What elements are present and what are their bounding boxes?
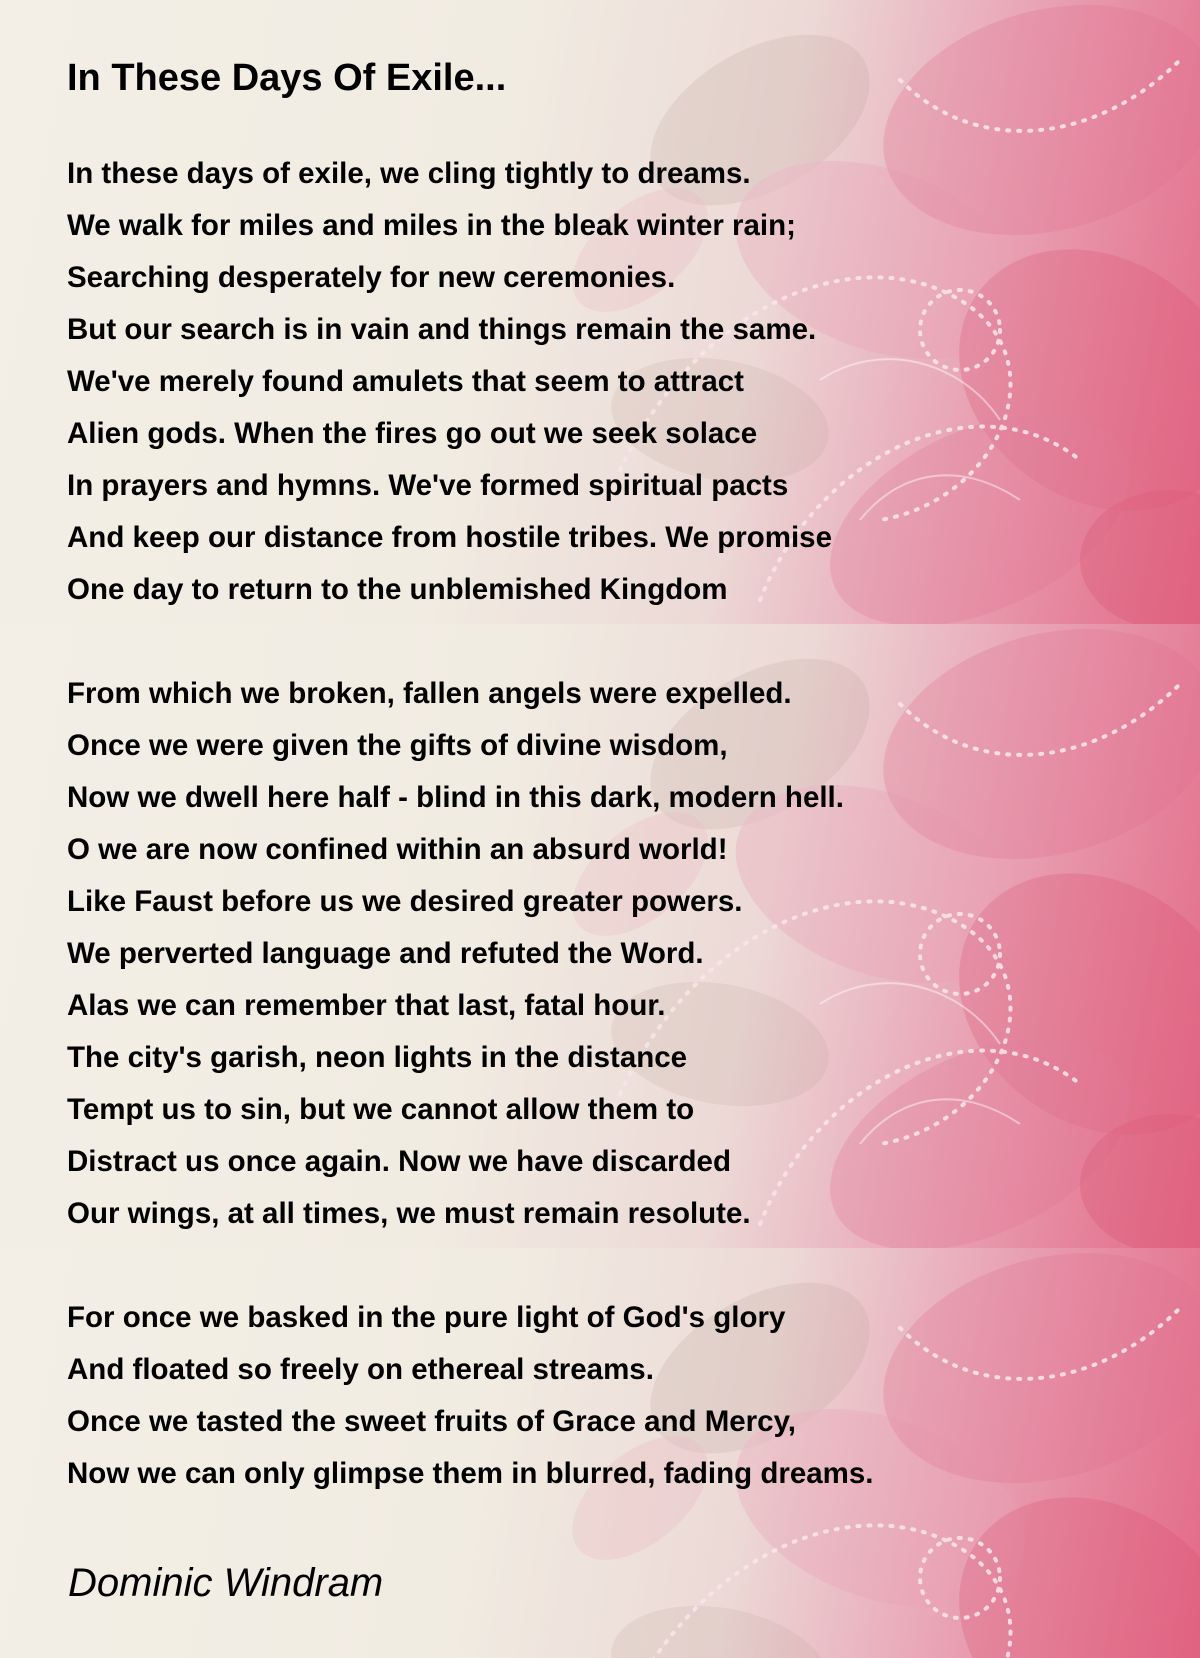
poem-line: Searching desperately for new ceremonies.	[67, 261, 676, 294]
poem-line: Once we tasted the sweet fruits of Grace and Mercy,	[67, 1405, 796, 1438]
poem-line: We walk for miles and miles in the bleak winter rain;	[67, 209, 796, 242]
poem-line: Alien gods. When the fires go out we seek solace	[67, 417, 758, 450]
poem-line: Once we were given the gifts of divine wisdom,	[67, 729, 728, 762]
poem-line: But our search is in vain and things remain the same.	[67, 313, 817, 346]
poem-line: From which we broken, fallen angels were expelled.	[67, 677, 792, 710]
poem-line: One day to return to the unblemished Kingdom	[67, 573, 728, 606]
poem-line: Now we dwell here half - blind in this dark, modern hell.	[67, 781, 844, 814]
poem-line: For once we basked in the pure light of God's glory	[67, 1301, 786, 1334]
stanza-3	[67, 1292, 873, 1500]
poem-line: Now we can only glimpse them in blurred, fading dreams.	[67, 1457, 874, 1490]
poem-line: In these days of exile, we cling tightly to dreams.	[67, 157, 751, 190]
poem-line: In prayers and hymns. We've formed spiritual pacts	[67, 469, 789, 502]
poem-line: And floated so freely on ethereal streams.	[67, 1353, 654, 1386]
poem-author: Dominic Windram	[68, 1561, 384, 1605]
poem-line: And keep our distance from hostile tribes. We promise	[67, 521, 832, 554]
poem-line: Distract us once again. Now we have discarded	[67, 1145, 731, 1178]
poem-title: In These Days Of Exile...	[67, 57, 507, 99]
poem-line: Our wings, at all times, we must remain resolute.	[67, 1197, 751, 1230]
poem-line: Tempt us to sin, but we cannot allow them to	[67, 1093, 695, 1126]
poem-line: Like Faust before us we desired greater powers.	[67, 885, 743, 918]
poem-line: O we are now confined within an absurd world!	[67, 833, 728, 866]
poem-line: Alas we can remember that last, fatal hour.	[67, 989, 666, 1022]
poem-line: We've merely found amulets that seem to attract	[67, 365, 744, 398]
poem-line: We perverted language and refuted the Word.	[67, 937, 704, 970]
stanza-1	[67, 148, 832, 616]
stanza-2	[67, 668, 844, 1240]
poem-line: The city's garish, neon lights in the distance	[67, 1041, 688, 1074]
